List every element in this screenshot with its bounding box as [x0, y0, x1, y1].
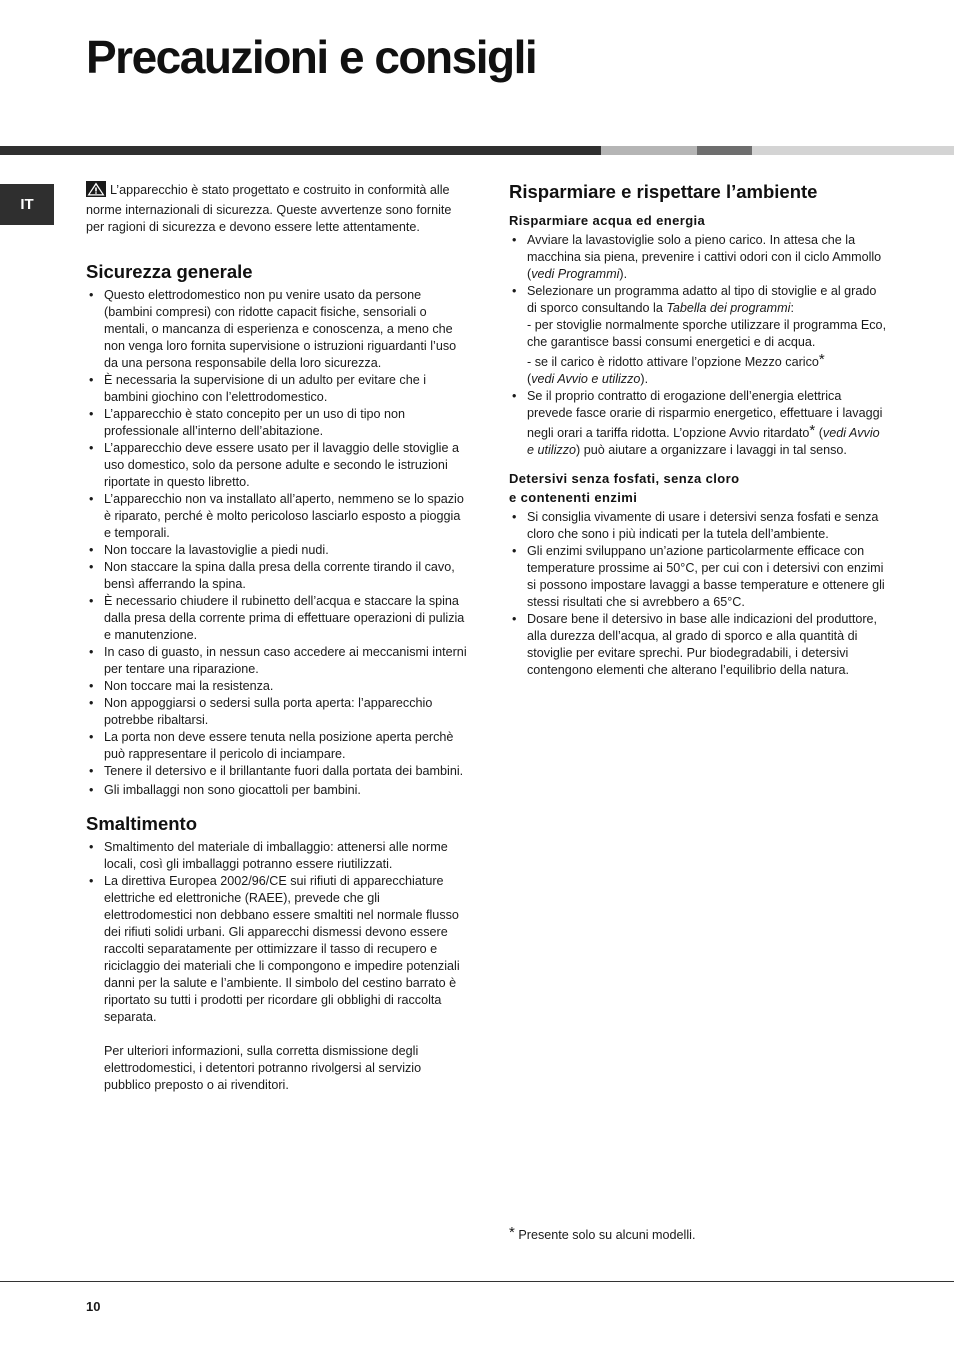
acqua-list — [509, 232, 889, 459]
section-heading-ambiente: Risparmiare e rispettare l’ambiente — [509, 181, 818, 202]
language-tab: IT — [0, 184, 54, 225]
header-bar-segment — [697, 146, 752, 155]
list-item: • L’apparecchio è stato concepito per un uso di tipo non professionale all’interno dell’abitazione. — [86, 406, 468, 440]
footnote-mark: * — [818, 351, 825, 368]
smaltimento-list — [86, 839, 468, 1026]
list-item: • Non toccare mai la resistenza. — [86, 678, 468, 695]
footnote-mark: * — [809, 422, 816, 439]
list-item: • Avviare la lavastoviglie solo a pieno carico. In attesa che la macchina sia piena, prevenire i cattivi odori con il ciclo Ammollo (vedi Programmi). — [509, 232, 889, 283]
list-item: • La direttiva Europea 2002/96/CE sui rifiuti di apparecchiature elettriche ed elettroniche (RAEE), prevede che gli elettrodomestici non debbano essere smaltiti nel normale flusso dei rifiuti solidi urbani. Gli apparecchi dismessi devono essere raccolti separatamente per ottimizzare il tasso di recupero e riciclaggio dei materiali che li compongono e impedire potenziali danni per la salute e l’ambiente. Il simbolo del cestino barrato è riportato su tutti i prodotti per ricordare gli obblighi di raccolta separata. — [86, 873, 468, 1026]
footnote-mark: * — [509, 1224, 515, 1241]
footer-divider — [0, 1281, 954, 1282]
page-number: 10 — [86, 1299, 101, 1314]
list-item: • La porta non deve essere tenuta nella posizione aperta perchè può rappresentare il pericolo di inciampare. — [86, 729, 468, 763]
sicurezza-list — [86, 287, 468, 799]
detersivi-list — [509, 509, 889, 679]
list-item: • Selezionare un programma adatto al tipo di stoviglie e al grado di sporco consultando la Tabella dei programmi: - per stoviglie normalmente sporche utilizzare il programma Eco, che garantisce bassi consumi energetici e di acqua. - se il carico è ridotto attivare l’opzione Mezzo carico* (vedi Avvio e utilizzo). — [509, 283, 889, 388]
header-bar-segment — [0, 146, 601, 155]
list-item: • È necessaria la supervisione di un adulto per evitare che i bambini giochino con l’elettrodomestico. — [86, 372, 468, 406]
smaltimento-extra: Per ulteriori informazioni, sulla corretta dismissione degli elettrodomestici, i detentori potranno rivolgersi al servizio pubblico preposto o ai rivenditori. — [104, 1044, 422, 1092]
list-item: • È necessario chiudere il rubinetto dell’acqua e staccare la spina dalla presa della corrente prima di effettuare operazioni di pulizia e manutenzione. — [86, 593, 468, 644]
intro-paragraph — [86, 181, 468, 236]
subheading-detersivi: Detersivi senza fosfati, senza cloro e contenenti enzimi — [509, 471, 740, 505]
list-item: • Gli imballaggi non sono giocattoli per bambini. — [86, 782, 468, 799]
list-item: • Non appoggiarsi o sedersi sulla porta aperta: l’apparecchio potrebbe ribaltarsi. — [86, 695, 468, 729]
list-item: • Gli enzimi sviluppano un’azione particolarmente efficace con temperature prossime ai 50°C, per cui con i detersivi con enzimi si possono impostare lavaggi a basse temperature e ottenere gli stessi risultati che si avrebbero a 65°C. — [509, 543, 889, 611]
header-bar-segment — [752, 146, 954, 155]
header-bar-segment — [601, 146, 697, 155]
left-column — [86, 181, 468, 1094]
list-item: • In caso di guasto, in nessun caso accedere ai meccanismi interni per tentare una riparazione. — [86, 644, 468, 678]
page-title: Precauzioni e consigli — [86, 31, 537, 83]
section-heading-smaltimento: Smaltimento — [86, 813, 198, 834]
list-item: • Non staccare la spina dalla presa della corrente tirando il cavo, bensì afferrando la spina. — [86, 559, 468, 593]
list-item: • Smaltimento del materiale di imballaggio: attenersi alle norme locali, così gli imballaggi potranno essere riutilizzati. — [86, 839, 468, 873]
list-item: • Tenere il detersivo e il brillantante fuori dalla portata dei bambini. — [86, 763, 468, 780]
list-item: • L’apparecchio non va installato all’aperto, nemmeno se lo spazio è riparato, perché è molto pericoloso lasciarlo esposto a pioggia e temporali. — [86, 491, 468, 542]
list-item: • Dosare bene il detersivo in base alle indicazioni del produttore, alla durezza dell’acqua, al grado di sporco e alla quantità di stoviglie per evitare sprechi. Pur biodegradabili, i detersivi contengono elementi che alterano l’equilibrio della natura. — [509, 611, 889, 679]
right-column — [509, 181, 889, 679]
list-item: • Si consiglia vivamente di usare i detersivi senza fosfati e senza cloro che sono i più indicati per la tutela dell’ambiente. — [509, 509, 889, 543]
footnote — [509, 1224, 695, 1242]
footnote-text: Presente solo su alcuni modelli. — [518, 1228, 696, 1242]
list-item: • L’apparecchio deve essere usato per il lavaggio delle stoviglie a uso domestico, solo da persone adulte e secondo le istruzioni riportate in questo libretto. — [86, 440, 468, 491]
warning-icon — [86, 181, 106, 202]
list-item: • Questo elettrodomestico non pu venire usato da persone (bambini compresi) con ridotte capacit fisiche, sensoriali o mentali, o mancanza di esperienza e conoscenza, a meno che non venga loro fornita supervisione o istruzioni riguardanti l’uso da una persona responsabile della loro sicurezza. — [86, 287, 468, 372]
list-item: • Non toccare la lavastoviglie a piedi nudi. — [86, 542, 468, 559]
subheading-acqua: Risparmiare acqua ed energia — [509, 213, 706, 228]
section-heading-sicurezza: Sicurezza generale — [86, 261, 253, 282]
list-item: • Se il proprio contratto di erogazione dell’energia elettrica prevede fasce orarie di risparmio energetico, effettuare i lavaggi negli orari a tariffa ridotta. L’opzione Avvio ritardato* (vedi Avvio e utilizzo) può aiutare a organizzare i lavaggi in tal senso. — [509, 388, 889, 459]
intro-text: L’apparecchio è stato progettato e costruito in conformità alle norme internazionali di sicurezza. Queste avvertenze sono fornite per ragioni di sicurezza e devono essere lette attentamente. — [86, 183, 452, 234]
